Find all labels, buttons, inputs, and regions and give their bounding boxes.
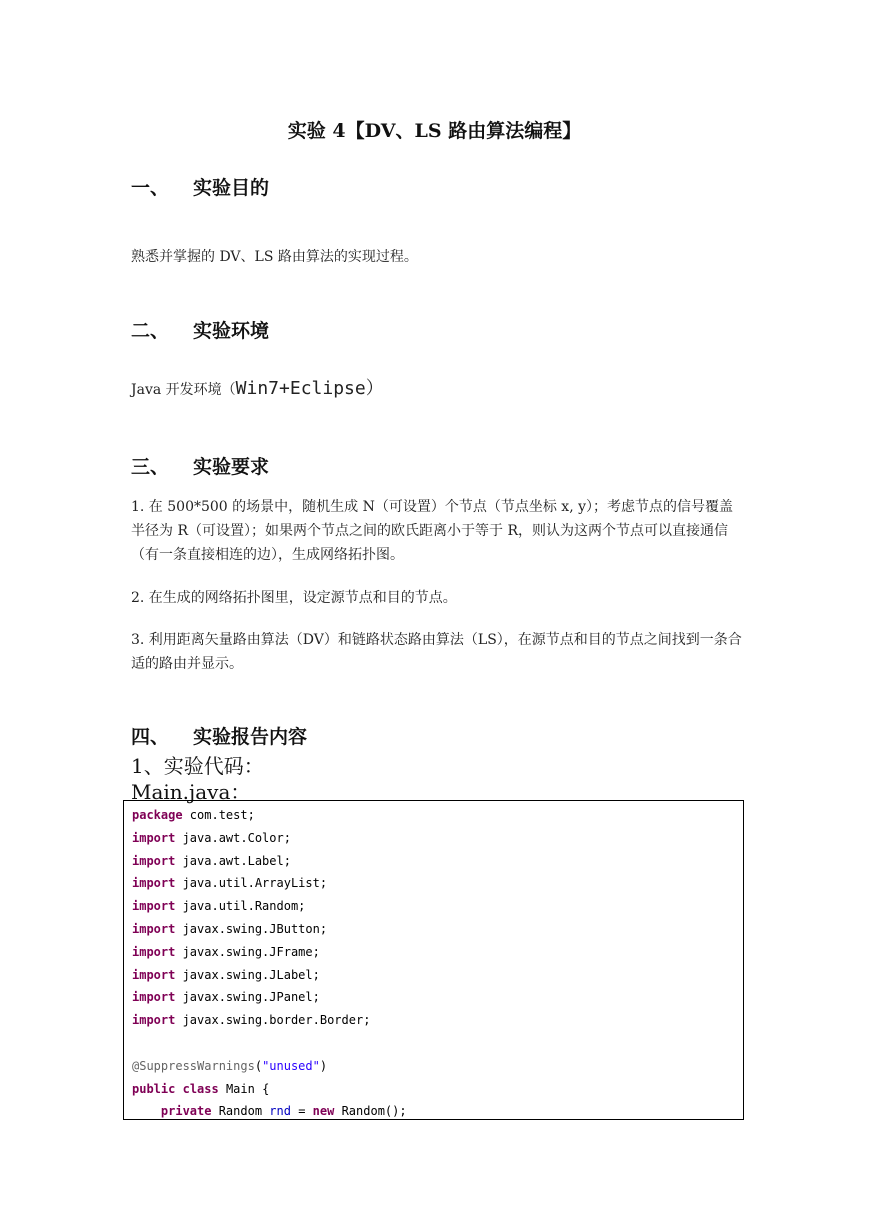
code-text: Main { bbox=[218, 1081, 270, 1096]
code-block bbox=[123, 800, 744, 1120]
code-text: javax.swing.JLabel; bbox=[175, 967, 320, 982]
code-text: javax.swing.border.Border; bbox=[175, 1013, 371, 1028]
keyword: import bbox=[132, 830, 176, 845]
section-label: 实验报告内容 bbox=[193, 726, 308, 748]
section-heading-environment bbox=[131, 316, 269, 343]
code-text: Random bbox=[211, 1104, 270, 1119]
section-label: 实验环境 bbox=[193, 320, 270, 342]
keyword: new bbox=[312, 1104, 335, 1119]
annotation: @SuppressWarnings bbox=[132, 1058, 255, 1073]
code-text: ) bbox=[319, 1058, 328, 1073]
keyword: import bbox=[132, 853, 176, 868]
section-heading-report bbox=[131, 722, 307, 749]
section-number: 三、 bbox=[131, 456, 170, 478]
document-title: 实验 4【DV、LS 路由算法编程】 bbox=[287, 120, 582, 142]
code-text: java.awt.Label; bbox=[175, 853, 291, 868]
code-text: Random(); bbox=[334, 1104, 407, 1119]
keyword: import bbox=[132, 944, 176, 959]
section-number: 二、 bbox=[131, 320, 170, 342]
code-line bbox=[132, 986, 407, 1009]
report-subheading-file: Main.java： bbox=[131, 780, 251, 804]
section-label: 实验目的 bbox=[193, 177, 270, 199]
code-text: java.awt.Color; bbox=[175, 830, 291, 845]
environment-prefix: Java 开发环境（ bbox=[131, 382, 236, 398]
code-line bbox=[132, 1100, 407, 1123]
purpose-text: 熟悉并掌握的 DV、LS 路由算法的实现过程。 bbox=[131, 249, 418, 265]
code-line bbox=[132, 872, 407, 895]
code-line bbox=[132, 918, 407, 941]
section-heading-requirements bbox=[131, 452, 269, 479]
code-line bbox=[132, 804, 407, 827]
code-line-blank bbox=[132, 1032, 407, 1055]
code-text: ( bbox=[254, 1058, 263, 1073]
keyword: import bbox=[132, 1013, 176, 1028]
keyword: import bbox=[132, 990, 176, 1005]
code-text: com.test; bbox=[182, 808, 255, 822]
code-listing bbox=[132, 804, 407, 1123]
requirement-3: 3. 利用距离矢量路由算法（DV）和链路状态路由算法（LS），在源节点和目的节点之间找到一条合适的路由并显示。 bbox=[131, 632, 742, 672]
section-heading-purpose bbox=[131, 173, 269, 200]
code-text: java.util.Random; bbox=[175, 899, 306, 914]
keyword: import bbox=[132, 876, 176, 891]
section-number: 一、 bbox=[131, 177, 170, 199]
code-line bbox=[132, 895, 407, 918]
field-name: rnd bbox=[269, 1104, 291, 1119]
environment-platform: Win7+Eclipse） bbox=[235, 378, 384, 399]
code-line bbox=[132, 1078, 407, 1101]
environment-text bbox=[131, 374, 384, 400]
keyword: import bbox=[132, 921, 176, 936]
string-literal: "unused" bbox=[262, 1058, 320, 1073]
section-number: 四、 bbox=[131, 726, 170, 748]
section-label: 实验要求 bbox=[193, 456, 270, 478]
code-line bbox=[132, 941, 407, 964]
keyword: import bbox=[132, 899, 176, 914]
code-text: java.util.ArrayList; bbox=[175, 876, 328, 891]
code-line bbox=[132, 964, 407, 987]
requirement-1: 1. 在 500*500 的场景中，随机生成 N（可设置）个节点（节点坐标 x, y）；考虑节点的信号覆盖半径为 R（可设置）；如果两个节点之间的欧氏距离小于等于 R，则认为这两个节点可以直接通信（有一条直接相连的边），生成网络拓扑图。 bbox=[131, 499, 734, 563]
report-subheading-code: 1、实验代码： bbox=[131, 754, 264, 778]
code-line bbox=[132, 850, 407, 873]
keyword: public bbox=[132, 1081, 176, 1096]
code-text: javax.swing.JPanel; bbox=[175, 990, 320, 1005]
keyword: package bbox=[132, 808, 183, 822]
code-line bbox=[132, 1009, 407, 1032]
code-text: javax.swing.JButton; bbox=[175, 921, 328, 936]
requirement-2: 2. 在生成的网络拓扑图里，设定源节点和目的节点。 bbox=[131, 590, 457, 606]
code-text: javax.swing.JFrame; bbox=[175, 944, 320, 959]
code-text: = bbox=[290, 1104, 313, 1119]
keyword: class bbox=[182, 1081, 219, 1096]
code-line bbox=[132, 1055, 407, 1078]
code-line bbox=[132, 827, 407, 850]
keyword: import bbox=[132, 967, 176, 982]
keyword: private bbox=[160, 1104, 212, 1119]
